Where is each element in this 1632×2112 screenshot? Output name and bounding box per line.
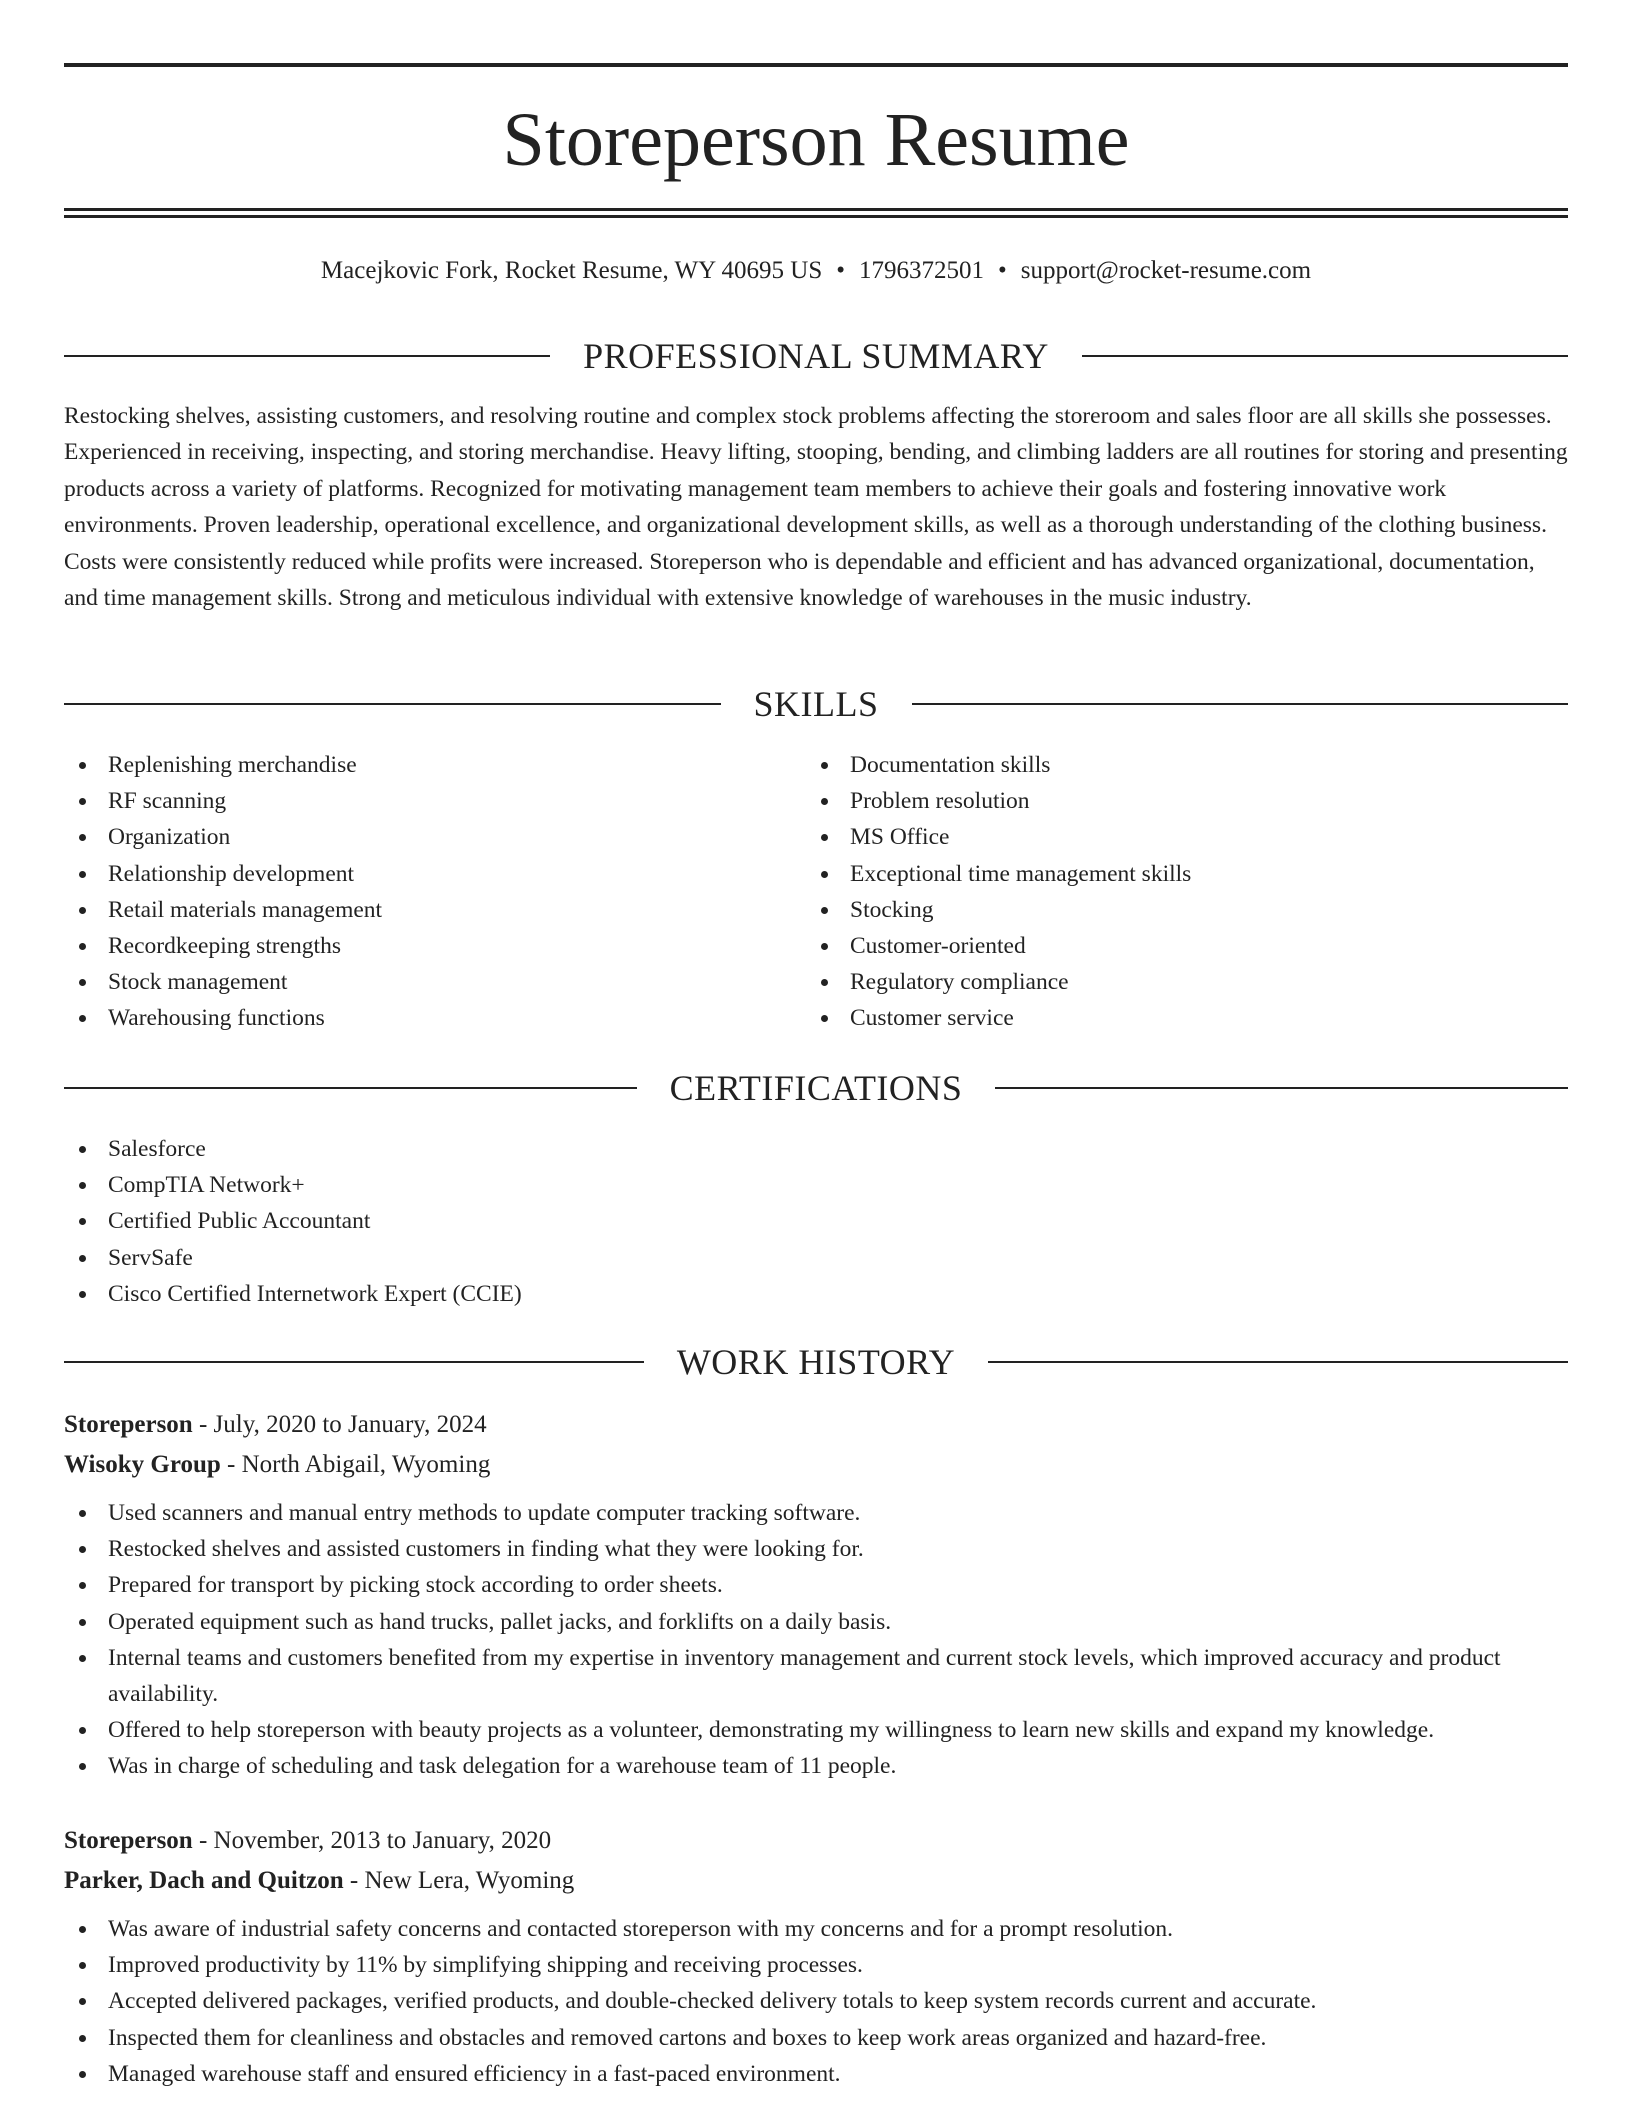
job-company: Wisoky Group <box>64 1451 221 1478</box>
job-duty-item: Was in charge of scheduling and task delegation for a warehouse team of 11 people. <box>64 1748 1568 1784</box>
contact-address: Macejkovic Fork, Rocket Resume, WY 40695 US <box>320 257 823 284</box>
skill-item: Stocking <box>806 892 1566 928</box>
job-duty-item: Managed warehouse staff and ensured efficiency in a fast-paced environment. <box>64 2056 1568 2092</box>
job-location: - North Abigail, Wyoming <box>220 1451 491 1478</box>
section-title-work-history: WORK HISTORY <box>676 1342 956 1382</box>
section-rule <box>995 1087 1568 1089</box>
contact-email: support@rocket-resume.com <box>1020 257 1312 284</box>
job-duty-item: Used scanners and manual entry methods to update computer tracking software. <box>64 1495 1568 1531</box>
section-title-skills: SKILLS <box>753 684 879 724</box>
job-entry <box>64 1821 1568 2092</box>
contact-line <box>64 253 1568 289</box>
skill-item: Stock management <box>64 964 764 1000</box>
section-title-summary: PROFESSIONAL SUMMARY <box>583 336 1049 376</box>
certifications-list <box>64 1131 1568 1312</box>
job-entry <box>64 1405 1568 1785</box>
skill-item: Warehousing functions <box>64 1000 764 1036</box>
section-rule <box>64 703 721 705</box>
certification-item: Certified Public Accountant <box>64 1203 1568 1239</box>
job-company: Parker, Dach and Quitzon <box>64 1867 344 1894</box>
job-title: Storeperson <box>64 1411 193 1438</box>
job-duty-item: Was aware of industrial safety concerns and contacted storeperson with my concerns and for a prompt resolution. <box>64 1911 1568 1947</box>
skill-item: Retail materials management <box>64 892 764 928</box>
section-rule <box>912 703 1569 705</box>
skills-list-left <box>64 747 764 1037</box>
job-dates: - July, 2020 to January, 2024 <box>192 1411 487 1438</box>
skill-item: Organization <box>64 819 764 855</box>
section-header-certifications <box>64 1063 1568 1113</box>
certification-item: ServSafe <box>64 1240 1568 1276</box>
job-title-line <box>64 1405 1568 1445</box>
skill-item: Documentation skills <box>806 747 1566 783</box>
skill-item: Customer service <box>806 1000 1566 1036</box>
job-title: Storeperson <box>64 1827 193 1854</box>
section-rule <box>988 1361 1568 1363</box>
job-duty-item: Operated equipment such as hand trucks, pallet jacks, and forklifts on a daily basis. <box>64 1604 1568 1640</box>
job-location: - New Lera, Wyoming <box>343 1867 575 1894</box>
skills-list-right <box>806 747 1566 1037</box>
skill-item: Problem resolution <box>806 783 1566 819</box>
skill-item: RF scanning <box>64 783 764 819</box>
section-rule <box>1082 355 1568 357</box>
resume-title: Storeperson Resume <box>502 98 1130 182</box>
job-duty-item: Prepared for transport by picking stock according to order sheets. <box>64 1567 1568 1603</box>
section-title-certifications: CERTIFICATIONS <box>669 1068 963 1108</box>
job-duty-item: Inspected them for cleanliness and obstacles and removed cartons and boxes to keep work areas organized and hazard-free. <box>64 2020 1568 2056</box>
certification-item: Salesforce <box>64 1131 1568 1167</box>
section-header-work-history <box>64 1337 1568 1387</box>
job-duty-item: Restocked shelves and assisted customers in finding what they were looking for. <box>64 1531 1568 1567</box>
contact-separator: • <box>836 257 846 284</box>
skill-item: Replenishing merchandise <box>64 747 764 783</box>
skill-item: Customer-oriented <box>806 928 1566 964</box>
job-duty-item: Accepted delivered packages, verified products, and double-checked delivery totals to keep system records current and accurate. <box>64 1983 1568 2019</box>
certification-item: CompTIA Network+ <box>64 1167 1568 1203</box>
title-double-rule <box>64 208 1568 218</box>
contact-phone: 1796372501 <box>859 257 985 284</box>
certification-item: Cisco Certified Internetwork Expert (CCIE) <box>64 1276 1568 1312</box>
top-rule <box>64 63 1568 67</box>
job-duties-list <box>64 1495 1568 1785</box>
section-header-skills <box>64 679 1568 729</box>
job-duty-item: Improved productivity by 11% by simplifying shipping and receiving processes. <box>64 1947 1568 1983</box>
job-duties-list <box>64 1911 1568 2092</box>
contact-separator: • <box>998 257 1007 284</box>
job-duty-item: Offered to help storeperson with beauty projects as a volunteer, demonstrating my willingness to learn new skills and expand my knowledge. <box>64 1712 1568 1748</box>
skill-item: MS Office <box>806 819 1566 855</box>
professional-summary-text: Restocking shelves, assisting customers, and resolving routine and complex stock problems affecting the storeroom and sales floor are all skills she possesses. Experienced in receiving, inspecting, and storing merchandise. Heavy lifting, stooping, bending, and climbing ladders are all routines for storing and presenting products across a variety of platforms. Recognized for motivating management team members to achieve their goals and fostering innovative work environments. Proven leadership, operational excellence, and organizational development skills, as well as a thorough understanding of the clothing business. Costs were consistently reduced while profits were increased. Storeperson who is dependable and efficient and has advanced organizational, documentation, and time management skills. Strong and meticulous individual with extensive knowledge of warehouses in the music industry. <box>64 403 1568 612</box>
skill-item: Exceptional time management skills <box>806 856 1566 892</box>
section-rule <box>64 1087 637 1089</box>
job-company-line <box>64 1861 1568 1901</box>
job-title-line <box>64 1821 1568 1861</box>
section-header-summary <box>64 331 1568 381</box>
skill-item: Regulatory compliance <box>806 964 1566 1000</box>
job-duty-item: Internal teams and customers benefited from my expertise in inventory management and current stock levels, which improved accuracy and product availability. <box>64 1640 1568 1712</box>
job-dates: - November, 2013 to January, 2020 <box>192 1827 552 1854</box>
section-rule <box>64 1361 644 1363</box>
skill-item: Relationship development <box>64 856 764 892</box>
skill-item: Recordkeeping strengths <box>64 928 764 964</box>
job-company-line <box>64 1445 1568 1485</box>
section-rule <box>64 355 550 357</box>
